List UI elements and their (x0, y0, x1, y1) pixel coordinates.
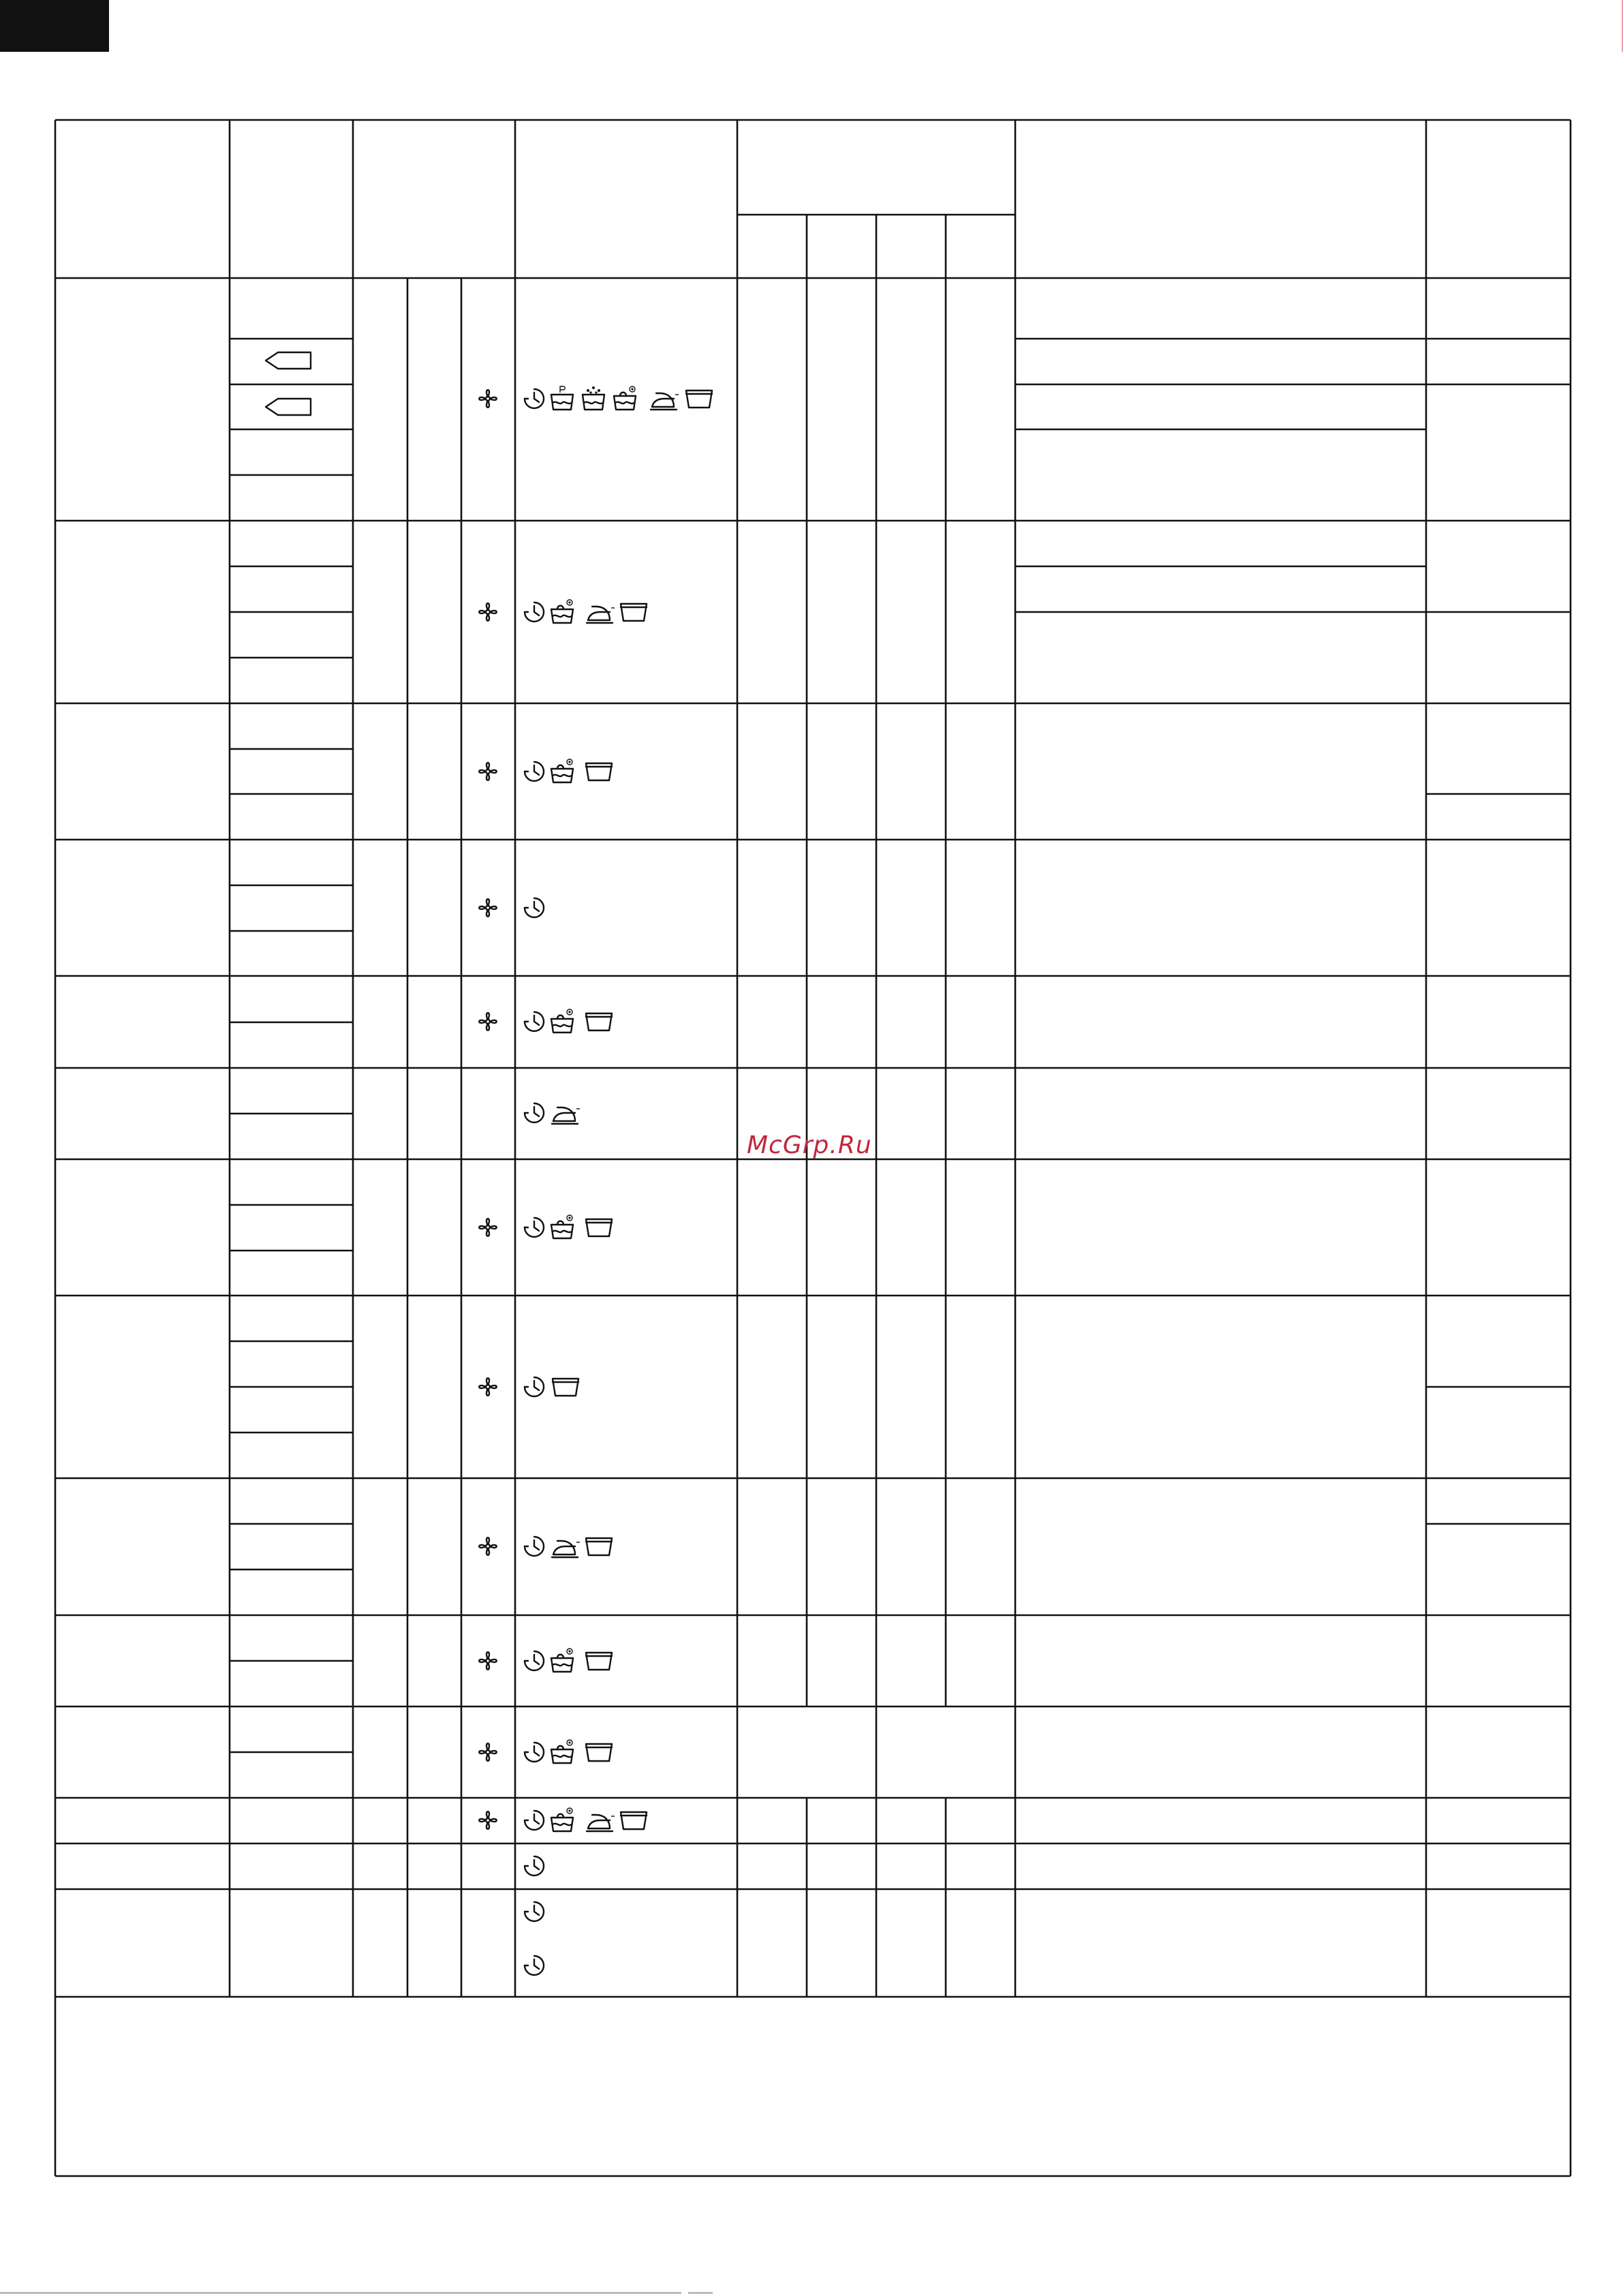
timer-icon (525, 1856, 544, 1876)
footer-rule (0, 2292, 681, 2294)
iron-icon (552, 1107, 580, 1124)
wash-stain-icon (551, 600, 573, 623)
wash-stain-icon (551, 1649, 573, 1672)
timer-icon (525, 1743, 544, 1762)
fan-icon (479, 763, 497, 780)
fan-icon (479, 1013, 497, 1030)
timer-icon (525, 1811, 544, 1830)
rinse-tub-icon (586, 1653, 612, 1670)
tag-symbol-icon (266, 399, 311, 415)
fan-icon (479, 1743, 497, 1761)
iron-icon (587, 607, 615, 623)
fan-icon (479, 899, 497, 917)
rinse-tub-icon (586, 1538, 612, 1555)
timer-icon (525, 1651, 544, 1670)
iron-icon (552, 1541, 580, 1557)
rinse-tub-icon (586, 1744, 612, 1761)
rinse-tub-icon (586, 1219, 612, 1236)
timer-icon (525, 1902, 544, 1921)
timer-icon (525, 1956, 544, 1975)
wash-stain-icon (551, 1009, 573, 1032)
wash-stain-icon (551, 1740, 573, 1763)
timer-icon (525, 389, 544, 408)
wash-prewash-icon (551, 386, 573, 410)
wash-stain-icon (551, 1215, 573, 1238)
fan-icon (479, 1652, 497, 1670)
tag-symbol-icon (266, 352, 311, 369)
timer-icon (525, 1377, 544, 1396)
timer-icon (525, 1537, 544, 1556)
rinse-tub-icon (586, 1013, 612, 1030)
timer-icon (525, 1218, 544, 1237)
fan-icon (479, 1811, 497, 1829)
fan-icon (479, 1537, 497, 1555)
wash-stain-icon (614, 386, 636, 410)
wash-stain-icon (551, 759, 573, 782)
timer-icon (525, 898, 544, 917)
timer-icon (525, 602, 544, 622)
watermark: McGrp.Ru (747, 1131, 872, 1159)
fan-icon (479, 603, 497, 621)
rinse-tub-icon (586, 763, 612, 780)
iron-icon (651, 393, 679, 410)
rinse-tub-icon (621, 604, 647, 621)
fan-icon (479, 390, 497, 408)
wash-intensive-icon (583, 386, 604, 410)
rinse-tub-icon (553, 1379, 578, 1396)
rinse-tub-icon (621, 1812, 647, 1829)
iron-icon (587, 1815, 615, 1831)
wash-stain-icon (551, 1808, 573, 1831)
timer-icon (525, 1103, 544, 1122)
footer-rule (688, 2292, 713, 2294)
timer-icon (525, 762, 544, 781)
fan-icon (479, 1219, 497, 1236)
timer-icon (525, 1012, 544, 1031)
rinse-tub-icon (686, 391, 712, 408)
fan-icon (479, 1378, 497, 1396)
